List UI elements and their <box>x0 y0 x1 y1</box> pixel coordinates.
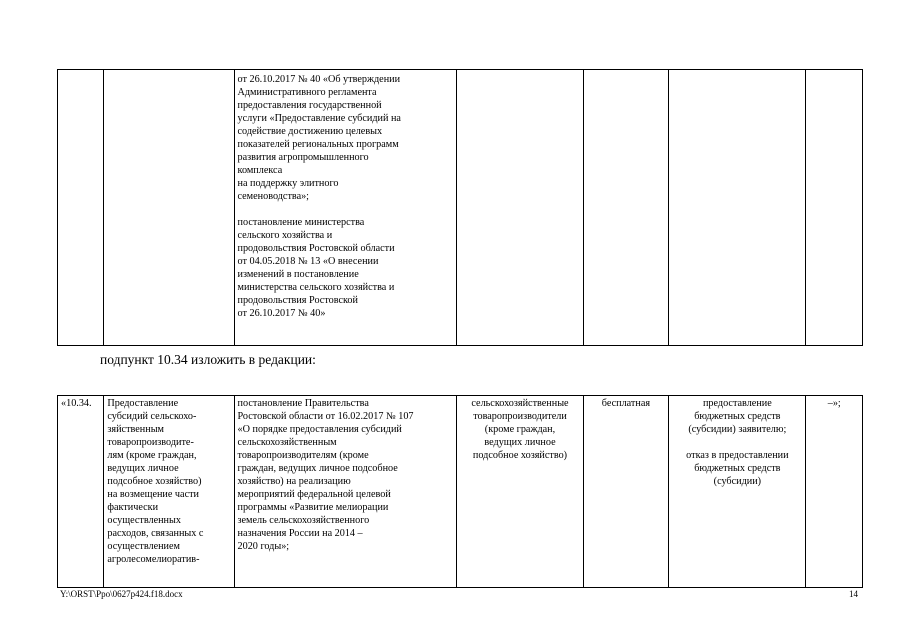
cell-cost: бесплатная <box>583 396 669 588</box>
footer-file-path: Y:\ORST\Ppo\0627p424.f18.docx <box>60 589 183 599</box>
cell-number: «10.34. <box>58 396 104 588</box>
cell-legal-basis: постановление Правительства Ростовской области от 16.02.2017 № 107 «О порядке предоставления субсидий сельскохозяйственным товаропроизводителям (кроме граждан, ведущих личное подсобное хозяйство) на реализацию мероприятий федеральной целевой программы «Развитие мелиорации земель сельскохозяйственного назначения России на 2014 – 2020 годы»; <box>234 396 457 588</box>
cell-last: –»; <box>806 396 863 588</box>
cell-result <box>669 70 806 346</box>
cell-service: Предоставление субсидий сельскохо- зяйственным товаропроизводите- лям (кроме граждан, ведущих личное подсобное хозяйство) на возмещение части фактически осуществленных расходов, связанных с осуществлением агролесомелиоратив- <box>104 396 234 588</box>
spacer <box>672 436 802 449</box>
page-number: 14 <box>849 589 858 599</box>
cell-service <box>104 70 234 346</box>
table-item-10-34 <box>57 395 863 588</box>
cell-last <box>806 70 863 346</box>
legal-basis-block-2: постановление министерства сельского хозяйства и продовольствия Ростовской области от 04.05.2018 № 13 «О внесении изменений в постановление министерства сельского хозяйства и продовольствия Ростовской от 26.10.2017 № 40» <box>237 217 395 319</box>
cell-recipients <box>457 70 583 346</box>
legal-basis-block-1: от 26.10.2017 № 40 «Об утверждении Административного регламента предоставления государственной услуги «Предоставление субсидий на содействие достижению целевых показателей региональных программ развития агропромышленного комплекса на поддержку элитного семеноводства»; <box>237 74 401 202</box>
cell-cost <box>583 70 669 346</box>
table-row <box>58 70 863 346</box>
instruction-paragraph: подпункт 10.34 изложить в редакции: <box>100 352 316 367</box>
cell-legal-basis <box>234 70 457 346</box>
table-continuation <box>57 69 863 346</box>
table-row <box>58 396 863 588</box>
cell-result: предоставление бюджетных средств (субсидии) заявителю; отказ в предоставлении бюджетных средств (субсидии) <box>669 396 806 588</box>
cell-number <box>58 70 104 346</box>
cell-recipients: сельскохозяйственные товаропроизводители (кроме граждан, ведущих личное подсобное хозяйство) <box>457 396 583 588</box>
spacer <box>238 203 454 216</box>
